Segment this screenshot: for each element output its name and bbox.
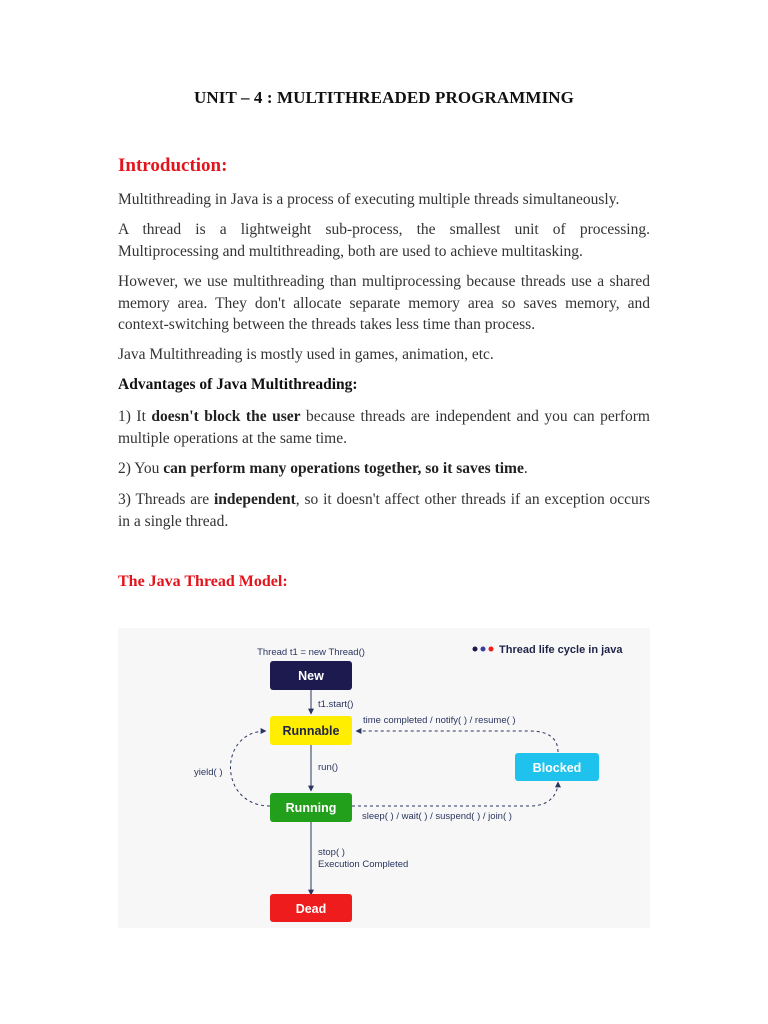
execution-completed-label: Execution Completed [318, 859, 409, 870]
new-thread-label: Thread t1 = new Thread() [257, 647, 365, 658]
state-dead [270, 894, 352, 922]
advantage-item-1 [118, 406, 650, 449]
advantage-2-prefix: 2) You [118, 460, 164, 477]
advantage-3-bold: independent [213, 491, 296, 508]
resume-arrow [356, 731, 558, 752]
intro-paragraph-3: However, we use multithreading than multiprocessing because threads use a shared memory area. They don't allocate separate memory area so saves memory, and context-switching between the threads takes less time than process. [118, 273, 650, 333]
advantage-1-bold: doesn't block the user [151, 408, 301, 425]
state-dead-label: Dead [295, 902, 327, 916]
sleep-arrow [352, 782, 558, 806]
advantage-1-prefix: 1) It [118, 408, 152, 425]
state-runnable [270, 716, 352, 745]
legend-title: Thread life cycle in java [499, 644, 623, 656]
lifecycle-svg [118, 628, 650, 928]
advantage-3-prefix: 3) Threads are [118, 491, 214, 508]
stop-label: stop( ) [318, 847, 345, 858]
start-label: t1.start() [318, 699, 354, 710]
advantage-2-suffix: . [523, 460, 528, 477]
intro-paragraph-2: A thread is a lightweight sub-process, the smallest unit of processing. Multiprocessing and multithreading, both are used to achieve multitasking. [118, 221, 650, 260]
state-blocked-label: Blocked [532, 761, 582, 775]
state-new-label: New [298, 669, 324, 683]
state-new [270, 661, 352, 690]
advantage-1-suffix: because threads are independent and you can perform multiple operations at the same time. [118, 408, 650, 447]
state-blocked [515, 753, 599, 781]
legend-dot-3 [489, 647, 494, 652]
thread-model-heading: The Java Thread Model: [118, 573, 288, 590]
advantage-3-suffix: , so it doesn't affect other threads if an exception occurs in a single thread. [118, 491, 650, 530]
page-title: UNIT – 4 : MULTITHREADED PROGRAMMING [194, 88, 574, 107]
state-running-label: Running [285, 801, 337, 815]
legend-dot-1 [473, 647, 478, 652]
yield-arrow [230, 731, 270, 806]
introduction-heading: Introduction: [118, 155, 228, 176]
legend-dot-2 [481, 647, 486, 652]
state-running [270, 793, 352, 822]
run-label: run() [318, 762, 339, 773]
intro-paragraph-1: Multithreading in Java is a process of executing multiple threads simultaneously. [118, 191, 620, 208]
advantage-item-3 [118, 489, 650, 532]
advantage-item-2 [118, 458, 650, 480]
advantage-2-bold: can perform many operations together, so it saves time [163, 460, 524, 477]
intro-paragraph-4: Java Multithreading is mostly used in games, animation, etc. [118, 346, 494, 363]
resume-label: time completed / notify( ) / resume( ) [363, 715, 516, 726]
sleep-label: sleep( ) / wait( ) / suspend( ) / join( ) [362, 811, 512, 822]
yield-label: yield( ) [194, 767, 223, 778]
thread-lifecycle-diagram [118, 628, 650, 928]
advantages-heading: Advantages of Java Multithreading: [118, 376, 358, 393]
state-runnable-label: Runnable [282, 724, 340, 738]
